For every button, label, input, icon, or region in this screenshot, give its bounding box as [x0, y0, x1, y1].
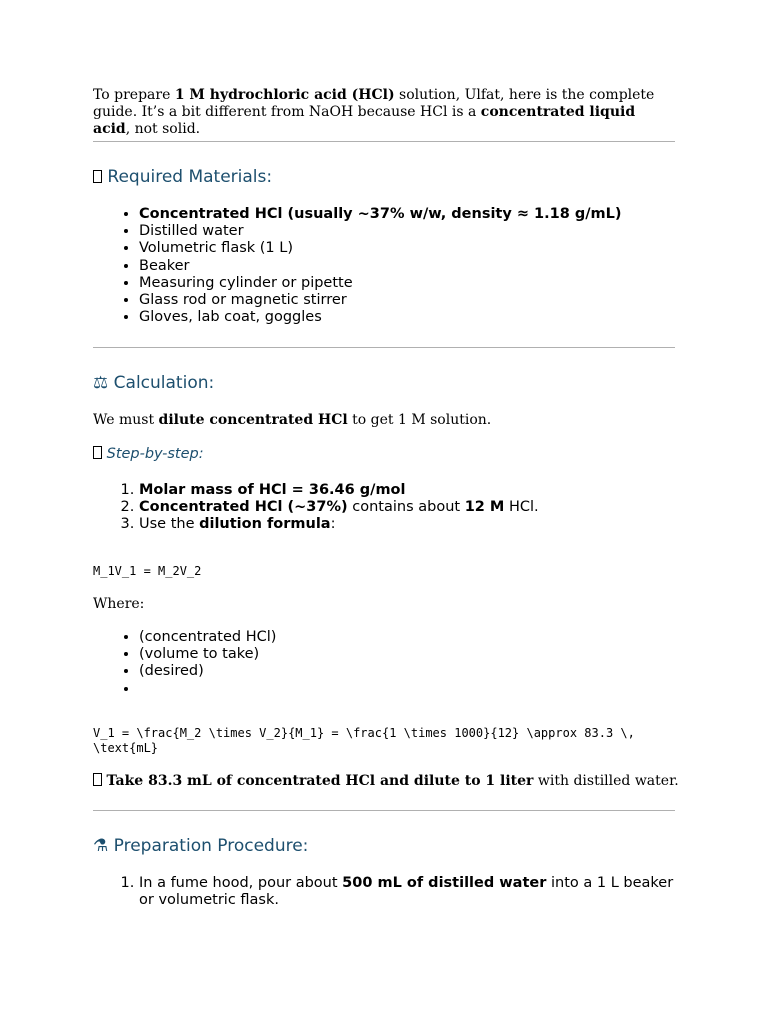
- intro-text-2: solution, Ulfat, here is the complete guide. It’s a bit different from NaOH because HCl is a: [93, 87, 655, 120]
- calculation-intro: [93, 412, 491, 429]
- step-bold: dilution formula: [199, 516, 331, 533]
- step-text: Use the: [139, 516, 200, 533]
- result-text: with distilled water.: [533, 773, 679, 789]
- step-bold: Concentrated HCl (~37%): [139, 499, 348, 516]
- calc-text-1: We must: [93, 412, 159, 428]
- divider: [93, 141, 675, 142]
- alembic-icon: ⚗: [93, 836, 109, 856]
- list-item: [139, 258, 622, 275]
- step-text: contains about: [347, 499, 465, 516]
- list-item: [139, 516, 539, 533]
- list-item: [139, 206, 622, 223]
- intro-paragraph: [93, 87, 675, 138]
- box-icon: [93, 773, 102, 790]
- intro-bold-2: concentrated liquid acid: [93, 104, 636, 137]
- step-bold: Molar mass of HCl = 36.46 g/mol: [139, 482, 406, 498]
- intro-bold-1: 1 M hydrochloric acid (HCl): [174, 87, 395, 103]
- step-text: In a fume hood, pour about: [139, 875, 343, 891]
- list-item: [139, 499, 539, 516]
- material-text: Volumetric flask (1 L): [139, 240, 293, 257]
- procedure-steps: [93, 875, 675, 909]
- list-item: • (volume to take): [139, 646, 276, 663]
- list-item: [139, 240, 622, 257]
- intro-text-1: To prepare: [93, 87, 175, 103]
- materials-list: [93, 206, 622, 326]
- materials-title: Required Materials:: [107, 167, 273, 187]
- calculation-heading: [93, 372, 214, 394]
- result-bold: Take 83.3 mL of concentrated HCl and dilute to 1 liter: [106, 773, 534, 789]
- procedure-title: Preparation Procedure:: [113, 836, 309, 856]
- balance-scale-icon: ⚖: [93, 373, 109, 393]
- step-by-step-heading: [93, 445, 204, 463]
- material-text: Glass rod or magnetic stirrer: [139, 292, 347, 309]
- calculation-steps: [93, 482, 539, 534]
- material-text: Gloves, lab coat, goggles: [139, 309, 322, 326]
- divider: [93, 347, 675, 348]
- material-text: Measuring cylinder or pipette: [139, 274, 353, 291]
- procedure-heading: [93, 835, 308, 857]
- list-item: • (desired): [139, 663, 276, 680]
- volume-formula: V_1 = \frac{M_2 \times V_2}{M_1} = \frac{1 \times 1000}{12} \approx 83.3 \, \text{mL}: [93, 726, 635, 755]
- box-icon: [93, 445, 102, 463]
- step-text: :: [330, 516, 336, 533]
- materials-heading: [93, 166, 272, 188]
- list-item: • (concentrated HCl): [139, 629, 276, 646]
- step-title: Step-by-step:: [106, 446, 204, 462]
- list-item: [139, 875, 675, 909]
- where-list: [93, 629, 276, 698]
- calc-bold: dilute concentrated HCl: [158, 412, 348, 428]
- result-line: [93, 773, 679, 790]
- list-item: [139, 309, 622, 326]
- calculation-title: Calculation:: [113, 373, 215, 393]
- box-icon: [93, 166, 102, 188]
- list-item: [139, 292, 622, 309]
- list-item: [139, 223, 622, 240]
- list-item: [139, 275, 622, 292]
- intro-text-3: , not solid.: [125, 121, 201, 137]
- list-item: [139, 681, 276, 698]
- step-text: HCl.: [504, 499, 539, 516]
- step-bold: 500 mL of distilled water: [342, 875, 547, 891]
- material-text: Beaker: [139, 257, 190, 274]
- dilution-formula: M_1V_1 = M_2V_2: [93, 564, 202, 578]
- where-label: Where:: [93, 596, 145, 612]
- material-text: Distilled water: [139, 223, 244, 240]
- step-bold: 12 M: [464, 499, 505, 516]
- material-bold: Concentrated HCl (usually ~37% w/w, density ≈ 1.18 g/mL): [139, 206, 622, 222]
- list-item: [139, 482, 539, 499]
- step-text: into a 1 L beaker or volumetric flask.: [139, 875, 674, 909]
- divider: [93, 810, 675, 811]
- calc-text-2: to get 1 M solution.: [347, 412, 492, 428]
